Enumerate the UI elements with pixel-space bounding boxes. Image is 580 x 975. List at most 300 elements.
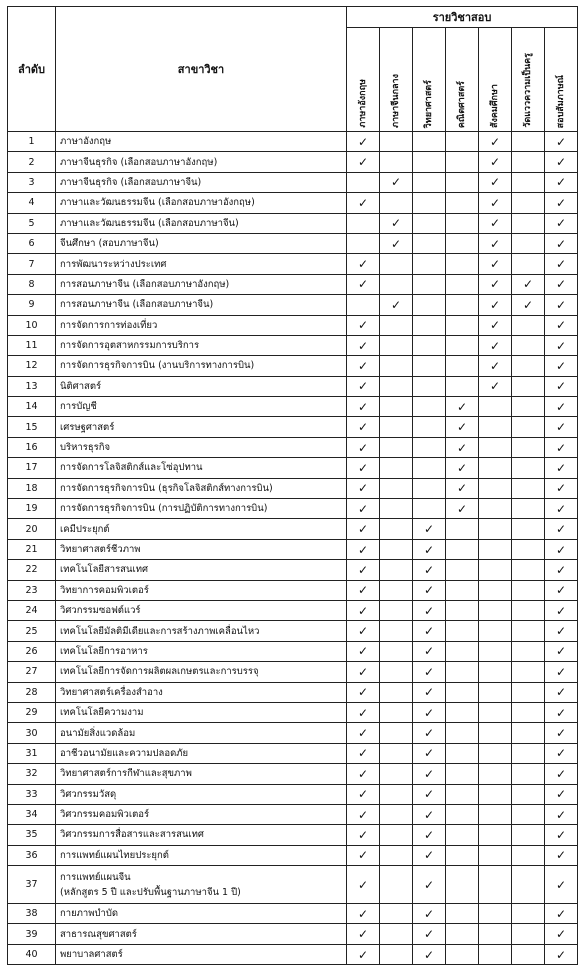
empty-cell [446,213,479,233]
empty-cell [446,784,479,804]
empty-cell [380,397,413,417]
check-mark-cell: ✓ [413,641,446,661]
empty-cell [479,397,512,417]
check-mark-cell: ✓ [347,397,380,417]
check-mark-cell: ✓ [413,621,446,641]
check-mark-cell: ✓ [347,662,380,682]
row-number: 3 [8,172,56,192]
empty-cell [512,600,545,620]
empty-cell [446,193,479,213]
check-mark-cell: ✓ [347,315,380,335]
major-name: การบัญชี [56,397,347,417]
empty-cell [380,804,413,824]
check-mark-cell: ✓ [512,295,545,315]
empty-cell [479,743,512,763]
subject-column-header [413,28,446,132]
empty-cell [512,458,545,478]
check-mark-cell: ✓ [347,560,380,580]
empty-cell [446,335,479,355]
table-row [8,233,578,253]
empty-cell [413,499,446,519]
empty-cell [446,172,479,192]
row-number: 1 [8,132,56,152]
row-number: 34 [8,804,56,824]
major-name: วิศวกรรมคอมพิวเตอร์ [56,804,347,824]
row-number: 10 [8,315,56,335]
check-mark-cell: ✓ [347,376,380,396]
check-mark-cell: ✓ [545,519,578,539]
empty-cell [413,193,446,213]
table-row [8,904,578,924]
check-mark-cell: ✓ [446,499,479,519]
subject-column-header [512,28,545,132]
empty-cell [413,213,446,233]
subject-header-label: ภาษาอังกฤษ [358,79,368,128]
empty-cell [446,723,479,743]
check-mark-cell: ✓ [413,804,446,824]
empty-cell [512,641,545,661]
check-mark-cell: ✓ [347,254,380,274]
check-mark-cell: ✓ [380,295,413,315]
empty-cell [512,944,545,964]
empty-cell [512,437,545,457]
check-mark-cell: ✓ [479,172,512,192]
table-row [8,804,578,824]
check-mark-cell: ✓ [347,866,380,904]
empty-cell [380,376,413,396]
check-mark-cell: ✓ [545,904,578,924]
table-row [8,295,578,315]
check-mark-cell: ✓ [380,213,413,233]
check-mark-cell: ✓ [545,417,578,437]
check-mark-cell: ✓ [413,825,446,845]
empty-cell [512,825,545,845]
major-name: วิทยาการคอมพิวเตอร์ [56,580,347,600]
major-name: วิศวกรรมซอฟต์แวร์ [56,600,347,620]
major-name: เศรษฐศาสตร์ [56,417,347,437]
table-row [8,784,578,804]
empty-cell [446,621,479,641]
major-name: การจัดการธุรกิจการบิน (ธุรกิจโลจิสติกส์ทางการบิน) [56,478,347,498]
row-number: 33 [8,784,56,804]
check-mark-cell: ✓ [446,458,479,478]
table-row [8,702,578,722]
check-mark-cell: ✓ [479,254,512,274]
empty-cell [413,397,446,417]
check-mark-cell: ✓ [479,274,512,294]
check-mark-cell: ✓ [479,152,512,172]
empty-cell [446,904,479,924]
empty-cell [446,254,479,274]
check-mark-cell: ✓ [545,172,578,192]
check-mark-cell: ✓ [347,274,380,294]
major-name: ภาษาและวัฒนธรรมจีน (เลือกสอบภาษาจีน) [56,213,347,233]
check-mark-cell: ✓ [347,356,380,376]
major-name: เทคโนโลยีการอาหาร [56,641,347,661]
empty-cell [479,944,512,964]
row-number: 2 [8,152,56,172]
subject-column-header [380,28,413,132]
check-mark-cell: ✓ [347,845,380,865]
check-mark-cell: ✓ [545,233,578,253]
check-mark-cell: ✓ [413,560,446,580]
table-row [8,437,578,457]
major-name: การแพทย์แผนจีน (หลักสูตร 5 ปี และปรับพื้นฐานภาษาจีน 1 ปี) [56,866,347,904]
subject-column-header [347,28,380,132]
check-mark-cell: ✓ [545,254,578,274]
check-mark-cell: ✓ [380,233,413,253]
empty-cell [413,152,446,172]
check-mark-cell: ✓ [545,924,578,944]
check-mark-cell: ✓ [347,702,380,722]
empty-cell [512,784,545,804]
empty-cell [479,702,512,722]
empty-cell [512,132,545,152]
empty-cell [413,478,446,498]
major-name: เทคโนโลยีสารสนเทศ [56,560,347,580]
empty-cell [479,682,512,702]
check-mark-cell: ✓ [545,376,578,396]
check-mark-cell: ✓ [413,580,446,600]
table-row [8,621,578,641]
empty-cell [479,845,512,865]
empty-cell [479,825,512,845]
table-row [8,743,578,763]
major-name: สาธารณสุขศาสตร์ [56,924,347,944]
major-name: ภาษาอังกฤษ [56,132,347,152]
check-mark-cell: ✓ [413,764,446,784]
major-name: อาชีวอนามัยและความปลอดภัย [56,743,347,763]
empty-cell [512,904,545,924]
table-row [8,417,578,437]
row-number: 32 [8,764,56,784]
row-number: 20 [8,519,56,539]
check-mark-cell: ✓ [413,723,446,743]
row-number: 6 [8,233,56,253]
empty-cell [413,458,446,478]
check-mark-cell: ✓ [413,539,446,559]
row-number: 30 [8,723,56,743]
empty-cell [446,804,479,824]
check-mark-cell: ✓ [545,764,578,784]
row-number: 11 [8,335,56,355]
subject-column-header [479,28,512,132]
empty-cell [512,478,545,498]
empty-cell [512,560,545,580]
empty-cell [512,743,545,763]
table-row [8,662,578,682]
order-column-header: ลำดับ [8,7,56,132]
table-row [8,580,578,600]
check-mark-cell: ✓ [347,580,380,600]
check-mark-cell: ✓ [347,904,380,924]
empty-cell [413,295,446,315]
empty-cell [512,539,545,559]
check-mark-cell: ✓ [347,193,380,213]
empty-cell [512,172,545,192]
table-row [8,172,578,192]
check-mark-cell: ✓ [545,825,578,845]
table-row [8,519,578,539]
empty-cell [479,519,512,539]
row-number: 27 [8,662,56,682]
table-row [8,274,578,294]
empty-cell [512,193,545,213]
check-mark-cell: ✓ [380,172,413,192]
empty-cell [479,458,512,478]
check-mark-cell: ✓ [545,132,578,152]
empty-cell [380,924,413,944]
row-number: 38 [8,904,56,924]
major-name: เทคโนโลยีความงาม [56,702,347,722]
major-name: พยาบาลศาสตร์ [56,944,347,964]
empty-cell [413,335,446,355]
empty-cell [512,315,545,335]
row-number: 21 [8,539,56,559]
empty-cell [380,682,413,702]
empty-cell [380,600,413,620]
empty-cell [380,784,413,804]
empty-cell [413,254,446,274]
check-mark-cell: ✓ [545,641,578,661]
check-mark-cell: ✓ [545,193,578,213]
check-mark-cell: ✓ [347,132,380,152]
check-mark-cell: ✓ [545,478,578,498]
table-row [8,924,578,944]
empty-cell [446,600,479,620]
row-number: 31 [8,743,56,763]
row-number: 35 [8,825,56,845]
table-header [8,7,578,132]
empty-cell [512,213,545,233]
empty-cell [479,580,512,600]
check-mark-cell: ✓ [479,233,512,253]
check-mark-cell: ✓ [347,458,380,478]
subject-column-header [545,28,578,132]
empty-cell [479,764,512,784]
empty-cell [446,866,479,904]
check-mark-cell: ✓ [413,784,446,804]
empty-cell [380,356,413,376]
empty-cell [512,662,545,682]
check-mark-cell: ✓ [479,295,512,315]
check-mark-cell: ✓ [545,274,578,294]
check-mark-cell: ✓ [545,397,578,417]
check-mark-cell: ✓ [479,315,512,335]
table-row [8,254,578,274]
empty-cell [446,764,479,784]
subject-header-label: ภาษาจีนกลาง [391,74,401,128]
check-mark-cell: ✓ [446,437,479,457]
check-mark-cell: ✓ [413,866,446,904]
check-mark-cell: ✓ [545,458,578,478]
empty-cell [512,845,545,865]
check-mark-cell: ✓ [479,376,512,396]
check-mark-cell: ✓ [545,682,578,702]
check-mark-cell: ✓ [347,682,380,702]
row-number: 4 [8,193,56,213]
check-mark-cell: ✓ [545,315,578,335]
empty-cell [479,560,512,580]
empty-cell [413,356,446,376]
subject-header-label: วัดแววความเป็นครู [523,53,533,128]
table-row [8,723,578,743]
exam-subjects-table [7,6,578,965]
empty-cell [446,152,479,172]
empty-cell [446,825,479,845]
check-mark-cell: ✓ [347,437,380,457]
check-mark-cell: ✓ [413,904,446,924]
empty-cell [479,417,512,437]
check-mark-cell: ✓ [545,335,578,355]
empty-cell [380,478,413,498]
check-mark-cell: ✓ [545,560,578,580]
empty-cell [512,152,545,172]
subject-column-header [446,28,479,132]
check-mark-cell: ✓ [413,519,446,539]
empty-cell [380,132,413,152]
empty-cell [347,213,380,233]
major-name: เทคโนโลยีการจัดการผลิตผลเกษตรและการบรรจุ [56,662,347,682]
empty-cell [380,458,413,478]
empty-cell [347,233,380,253]
check-mark-cell: ✓ [479,356,512,376]
check-mark-cell: ✓ [545,784,578,804]
check-mark-cell: ✓ [347,621,380,641]
empty-cell [380,764,413,784]
empty-cell [413,376,446,396]
empty-cell [380,519,413,539]
empty-cell [380,560,413,580]
empty-cell [380,152,413,172]
empty-cell [512,924,545,944]
row-number: 9 [8,295,56,315]
empty-cell [512,254,545,274]
empty-cell [512,233,545,253]
empty-cell [446,743,479,763]
empty-cell [446,702,479,722]
check-mark-cell: ✓ [545,499,578,519]
check-mark-cell: ✓ [545,539,578,559]
empty-cell [380,335,413,355]
check-mark-cell: ✓ [545,356,578,376]
empty-cell [479,621,512,641]
check-mark-cell: ✓ [347,478,380,498]
empty-cell [446,519,479,539]
empty-cell [380,437,413,457]
empty-cell [446,539,479,559]
table-row [8,335,578,355]
major-name: วิศวกรรมวัสดุ [56,784,347,804]
empty-cell [380,274,413,294]
table-row [8,315,578,335]
empty-cell [413,417,446,437]
check-mark-cell: ✓ [545,723,578,743]
empty-cell [446,295,479,315]
table-row [8,376,578,396]
major-name: บริหารธุรกิจ [56,437,347,457]
major-name: การสอนภาษาจีน (เลือกสอบภาษาจีน) [56,295,347,315]
major-name: วิทยาศาสตร์เครื่องสำอาง [56,682,347,702]
empty-cell [512,376,545,396]
check-mark-cell: ✓ [347,499,380,519]
table-row [8,866,578,904]
major-name: การพัฒนาระหว่างประเทศ [56,254,347,274]
table-row [8,641,578,661]
table-row [8,845,578,865]
empty-cell [479,600,512,620]
empty-cell [446,580,479,600]
table-row [8,600,578,620]
table-row [8,397,578,417]
empty-cell [446,682,479,702]
check-mark-cell: ✓ [545,662,578,682]
empty-cell [512,397,545,417]
check-mark-cell: ✓ [347,784,380,804]
empty-cell [380,499,413,519]
table-row [8,356,578,376]
major-name: ภาษาจีนธุรกิจ (เลือกสอบภาษาจีน) [56,172,347,192]
empty-cell [380,254,413,274]
subject-header-label: สอบสัมภาษณ์ [556,74,566,128]
check-mark-cell: ✓ [347,600,380,620]
empty-cell [446,274,479,294]
major-name: การสอนภาษาจีน (เลือกสอบภาษาอังกฤษ) [56,274,347,294]
empty-cell [413,172,446,192]
empty-cell [479,804,512,824]
check-mark-cell: ✓ [347,417,380,437]
empty-cell [512,764,545,784]
check-mark-cell: ✓ [347,764,380,784]
row-number: 39 [8,924,56,944]
row-number: 36 [8,845,56,865]
empty-cell [479,641,512,661]
check-mark-cell: ✓ [446,417,479,437]
subject-header-label: วิทยาศาสตร์ [424,79,434,128]
table-row [8,132,578,152]
check-mark-cell: ✓ [446,478,479,498]
empty-cell [413,437,446,457]
major-column-header: สาขาวิชา [56,7,347,132]
empty-cell [380,866,413,904]
empty-cell [413,274,446,294]
empty-cell [479,478,512,498]
empty-cell [512,417,545,437]
check-mark-cell: ✓ [347,804,380,824]
check-mark-cell: ✓ [545,845,578,865]
empty-cell [380,662,413,682]
empty-cell [413,315,446,335]
major-name: การจัดการอุตสาหกรรมการบริการ [56,335,347,355]
row-number: 28 [8,682,56,702]
empty-cell [413,132,446,152]
major-name: อนามัยสิ่งแวดล้อม [56,723,347,743]
check-mark-cell: ✓ [545,580,578,600]
check-mark-cell: ✓ [446,397,479,417]
empty-cell [479,784,512,804]
empty-cell [479,924,512,944]
empty-cell [512,519,545,539]
table-row [8,560,578,580]
check-mark-cell: ✓ [545,702,578,722]
empty-cell [413,233,446,253]
check-mark-cell: ✓ [479,193,512,213]
row-number: 22 [8,560,56,580]
check-mark-cell: ✓ [512,274,545,294]
major-name: การจัดการการท่องเที่ยว [56,315,347,335]
check-mark-cell: ✓ [413,924,446,944]
table-row [8,825,578,845]
